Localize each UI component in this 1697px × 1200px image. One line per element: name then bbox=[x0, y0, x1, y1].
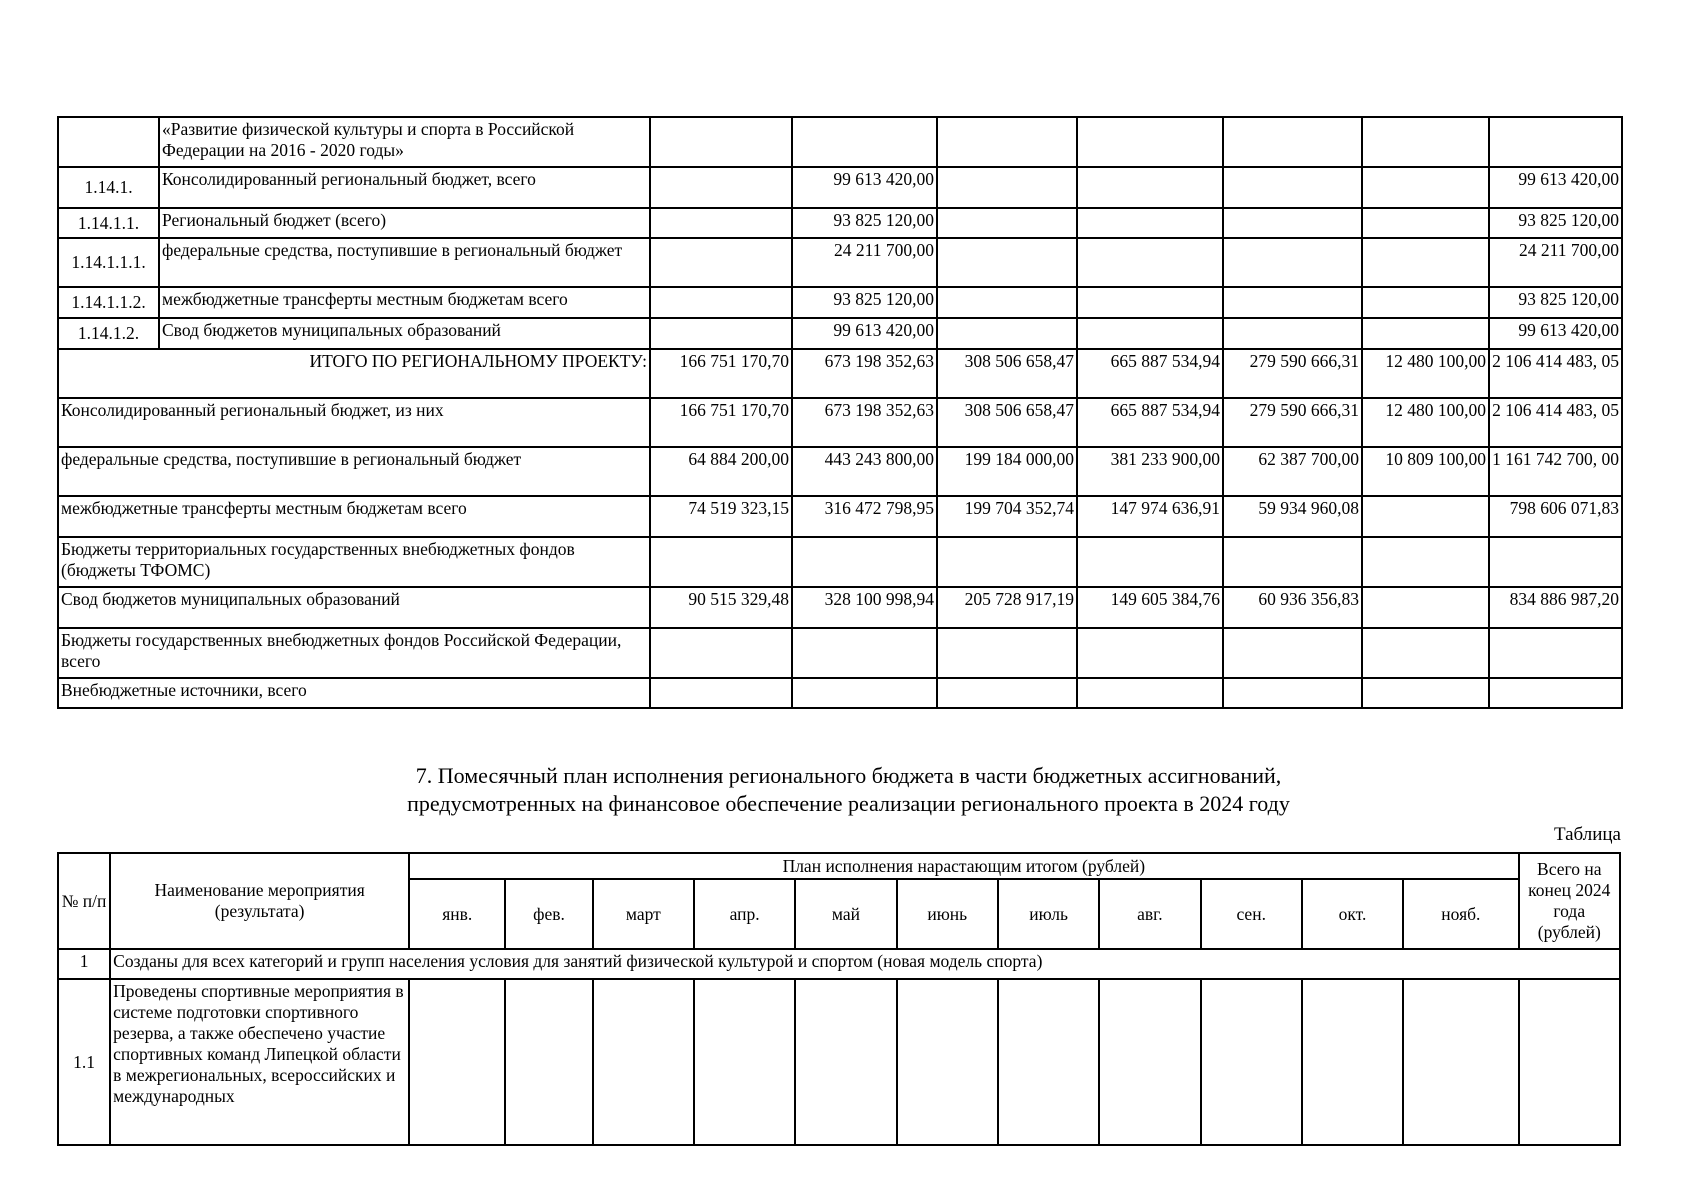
value-cell bbox=[1302, 979, 1403, 1145]
month-header: нояб. bbox=[1403, 879, 1518, 949]
summary-row bbox=[58, 587, 1622, 628]
value-cell bbox=[792, 117, 937, 167]
value-cell: 93 825 120,00 bbox=[1489, 287, 1622, 318]
value-cell bbox=[694, 979, 795, 1145]
value-cell bbox=[650, 238, 792, 287]
value-cell bbox=[1362, 678, 1489, 708]
value-cell: 99 613 420,00 bbox=[1489, 318, 1622, 349]
budget-table bbox=[57, 116, 1623, 709]
value-cell: 673 198 352,63 bbox=[792, 398, 937, 447]
row-name: межбюджетные трансферты местным бюджетам всего bbox=[159, 287, 650, 318]
month-header: апр. bbox=[694, 879, 795, 949]
value-cell bbox=[650, 628, 792, 678]
summary-row bbox=[58, 398, 1622, 447]
col-plan-header: План исполнения нарастающим итогом (рублей) bbox=[409, 853, 1518, 879]
value-cell: 2 106 414 483, 05 bbox=[1489, 398, 1622, 447]
col-total-header: Всего на конец 2024 года (рублей) bbox=[1519, 853, 1620, 949]
row-number: 1.14.1.1.2. bbox=[58, 287, 159, 318]
table-row bbox=[58, 117, 1622, 167]
value-cell bbox=[1362, 287, 1489, 318]
value-cell: 316 472 798,95 bbox=[792, 496, 937, 537]
value-cell: 279 590 666,31 bbox=[1223, 398, 1362, 447]
value-cell bbox=[1362, 208, 1489, 238]
month-header: янв. bbox=[409, 879, 505, 949]
month-header: июнь bbox=[897, 879, 998, 949]
row-name: федеральные средства, поступившие в региональный бюджет bbox=[159, 238, 650, 287]
value-cell bbox=[1077, 537, 1223, 587]
total-label: ИТОГО ПО РЕГИОНАЛЬНОМУ ПРОЕКТУ: bbox=[58, 349, 650, 398]
value-cell: 279 590 666,31 bbox=[1223, 349, 1362, 398]
value-cell bbox=[1223, 678, 1362, 708]
row-name: федеральные средства, поступившие в региональный бюджет bbox=[58, 447, 650, 496]
value-cell: 665 887 534,94 bbox=[1077, 349, 1223, 398]
value-cell bbox=[1489, 537, 1622, 587]
value-cell: 64 884 200,00 bbox=[650, 447, 792, 496]
summary-row bbox=[58, 678, 1622, 708]
month-header: март bbox=[593, 879, 694, 949]
month-header: фев. bbox=[505, 879, 592, 949]
row-name: Консолидированный региональный бюджет, из них bbox=[58, 398, 650, 447]
value-cell bbox=[792, 678, 937, 708]
value-cell bbox=[1077, 287, 1223, 318]
month-header: сен. bbox=[1201, 879, 1302, 949]
row-name: Свод бюджетов муниципальных образований bbox=[58, 587, 650, 628]
value-cell: 99 613 420,00 bbox=[1489, 167, 1622, 208]
table-row bbox=[58, 238, 1622, 287]
value-cell bbox=[1223, 208, 1362, 238]
value-cell: 328 100 998,94 bbox=[792, 587, 937, 628]
value-cell bbox=[1362, 167, 1489, 208]
value-cell bbox=[1362, 496, 1489, 537]
value-cell: 24 211 700,00 bbox=[792, 238, 937, 287]
value-cell bbox=[937, 238, 1077, 287]
row-name: Региональный бюджет (всего) bbox=[159, 208, 650, 238]
row-name: Проведены спортивные мероприятия в системе подготовки спортивного резерва, а также обеспечено участие спортивных команд Липецкой области в межрегиональных, всероссийских и международных bbox=[110, 979, 409, 1145]
section-name: Созданы для всех категорий и групп населения условия для занятий физической культурой и спортом (новая модель спорта) bbox=[110, 949, 1620, 979]
value-cell bbox=[937, 167, 1077, 208]
value-cell: 2 106 414 483, 05 bbox=[1489, 349, 1622, 398]
value-cell bbox=[650, 318, 792, 349]
value-cell: 93 825 120,00 bbox=[792, 287, 937, 318]
value-cell bbox=[1223, 117, 1362, 167]
value-cell: 24 211 700,00 bbox=[1489, 238, 1622, 287]
summary-row bbox=[58, 628, 1622, 678]
value-cell: 798 606 071,83 bbox=[1489, 496, 1622, 537]
row-number: 1.1 bbox=[58, 979, 110, 1145]
value-cell bbox=[1519, 979, 1620, 1145]
table-row bbox=[58, 167, 1622, 208]
value-cell: 147 974 636,91 bbox=[1077, 496, 1223, 537]
value-cell: 205 728 917,19 bbox=[937, 587, 1077, 628]
value-cell bbox=[1201, 979, 1302, 1145]
value-cell: 90 515 329,48 bbox=[650, 587, 792, 628]
value-cell bbox=[1077, 628, 1223, 678]
month-header: июль bbox=[998, 879, 1099, 949]
value-cell bbox=[1077, 167, 1223, 208]
value-cell: 665 887 534,94 bbox=[1077, 398, 1223, 447]
col-num-header: № п/п bbox=[58, 853, 110, 949]
value-cell bbox=[937, 678, 1077, 708]
value-cell: 308 506 658,47 bbox=[937, 349, 1077, 398]
section-title bbox=[0, 762, 1697, 818]
summary-row bbox=[58, 537, 1622, 587]
value-cell: 1 161 742 700, 00 bbox=[1489, 447, 1622, 496]
value-cell: 308 506 658,47 bbox=[937, 398, 1077, 447]
row-number bbox=[58, 117, 159, 167]
value-cell: 12 480 100,00 bbox=[1362, 398, 1489, 447]
value-cell bbox=[1362, 587, 1489, 628]
value-cell bbox=[1362, 238, 1489, 287]
value-cell bbox=[650, 167, 792, 208]
value-cell bbox=[937, 537, 1077, 587]
value-cell: 166 751 170,70 bbox=[650, 349, 792, 398]
value-cell bbox=[1362, 537, 1489, 587]
value-cell bbox=[1362, 318, 1489, 349]
value-cell bbox=[1403, 979, 1518, 1145]
value-cell bbox=[409, 979, 505, 1145]
row-name: Бюджеты территориальных государственных внебюджетных фондов (бюджеты ТФОМС) bbox=[58, 537, 650, 587]
value-cell: 93 825 120,00 bbox=[1489, 208, 1622, 238]
value-cell bbox=[937, 208, 1077, 238]
row-number: 1.14.1.2. bbox=[58, 318, 159, 349]
value-cell bbox=[650, 678, 792, 708]
value-cell: 199 704 352,74 bbox=[937, 496, 1077, 537]
value-cell bbox=[1223, 167, 1362, 208]
row-name: Свод бюджетов муниципальных образований bbox=[159, 318, 650, 349]
col-name-header: Наименование мероприятия (результата) bbox=[110, 853, 409, 949]
value-cell bbox=[505, 979, 592, 1145]
monthly-plan-table bbox=[57, 852, 1621, 1146]
month-header: авг. bbox=[1099, 879, 1200, 949]
value-cell bbox=[1099, 979, 1200, 1145]
value-cell bbox=[792, 628, 937, 678]
value-cell bbox=[1077, 117, 1223, 167]
summary-row bbox=[58, 447, 1622, 496]
value-cell bbox=[1223, 318, 1362, 349]
value-cell: 99 613 420,00 bbox=[792, 318, 937, 349]
value-cell bbox=[650, 287, 792, 318]
value-cell bbox=[1223, 537, 1362, 587]
header-row bbox=[58, 853, 1620, 879]
row-name: «Развитие физической культуры и спорта в Российской Федерации на 2016 - 2020 годы» bbox=[159, 117, 650, 167]
row-number: 1.14.1. bbox=[58, 167, 159, 208]
row-number: 1.14.1.1.1. bbox=[58, 238, 159, 287]
summary-row bbox=[58, 496, 1622, 537]
table-row bbox=[58, 208, 1622, 238]
row-name: межбюджетные трансферты местным бюджетам всего bbox=[58, 496, 650, 537]
value-cell: 673 198 352,63 bbox=[792, 349, 937, 398]
row-name: Бюджеты государственных внебюджетных фондов Российской Федерации, всего bbox=[58, 628, 650, 678]
table-row bbox=[58, 287, 1622, 318]
table-label: Таблица bbox=[1553, 824, 1621, 845]
value-cell: 443 243 800,00 bbox=[792, 447, 937, 496]
value-cell bbox=[1077, 208, 1223, 238]
value-cell bbox=[937, 117, 1077, 167]
value-cell bbox=[998, 979, 1099, 1145]
section-title-line-1: 7. Помесячный план исполнения регионального бюджета в части бюджетных ассигнований, bbox=[415, 763, 1282, 788]
value-cell bbox=[1077, 238, 1223, 287]
value-cell bbox=[1077, 318, 1223, 349]
value-cell bbox=[1223, 238, 1362, 287]
value-cell: 93 825 120,00 bbox=[792, 208, 937, 238]
value-cell bbox=[593, 979, 694, 1145]
table-row bbox=[58, 318, 1622, 349]
value-cell bbox=[650, 537, 792, 587]
table-row bbox=[58, 979, 1620, 1145]
value-cell: 381 233 900,00 bbox=[1077, 447, 1223, 496]
value-cell bbox=[1489, 117, 1622, 167]
value-cell: 149 605 384,76 bbox=[1077, 587, 1223, 628]
value-cell bbox=[795, 979, 896, 1145]
month-header: окт. bbox=[1302, 879, 1403, 949]
row-name: Консолидированный региональный бюджет, всего bbox=[159, 167, 650, 208]
section-row bbox=[58, 949, 1620, 979]
total-row bbox=[58, 349, 1622, 398]
value-cell bbox=[937, 287, 1077, 318]
value-cell: 12 480 100,00 bbox=[1362, 349, 1489, 398]
value-cell: 834 886 987,20 bbox=[1489, 587, 1622, 628]
value-cell bbox=[1489, 678, 1622, 708]
value-cell bbox=[1489, 628, 1622, 678]
value-cell: 99 613 420,00 bbox=[792, 167, 937, 208]
value-cell bbox=[937, 628, 1077, 678]
month-header: май bbox=[795, 879, 896, 949]
value-cell: 59 934 960,08 bbox=[1223, 496, 1362, 537]
value-cell: 166 751 170,70 bbox=[650, 398, 792, 447]
section-title-line-2: предусмотренных на финансовое обеспечение реализации регионального проекта в 2024 году bbox=[407, 791, 1290, 816]
value-cell bbox=[792, 537, 937, 587]
value-cell: 10 809 100,00 bbox=[1362, 447, 1489, 496]
row-number: 1 bbox=[58, 949, 110, 979]
row-name: Внебюджетные источники, всего bbox=[58, 678, 650, 708]
value-cell bbox=[650, 208, 792, 238]
value-cell: 62 387 700,00 bbox=[1223, 447, 1362, 496]
value-cell bbox=[1223, 287, 1362, 318]
value-cell bbox=[937, 318, 1077, 349]
value-cell: 199 184 000,00 bbox=[937, 447, 1077, 496]
value-cell: 74 519 323,15 bbox=[650, 496, 792, 537]
value-cell: 60 936 356,83 bbox=[1223, 587, 1362, 628]
value-cell bbox=[1223, 628, 1362, 678]
value-cell bbox=[1077, 678, 1223, 708]
value-cell bbox=[650, 117, 792, 167]
value-cell bbox=[1362, 628, 1489, 678]
value-cell bbox=[1362, 117, 1489, 167]
value-cell bbox=[897, 979, 998, 1145]
row-number: 1.14.1.1. bbox=[58, 208, 159, 238]
